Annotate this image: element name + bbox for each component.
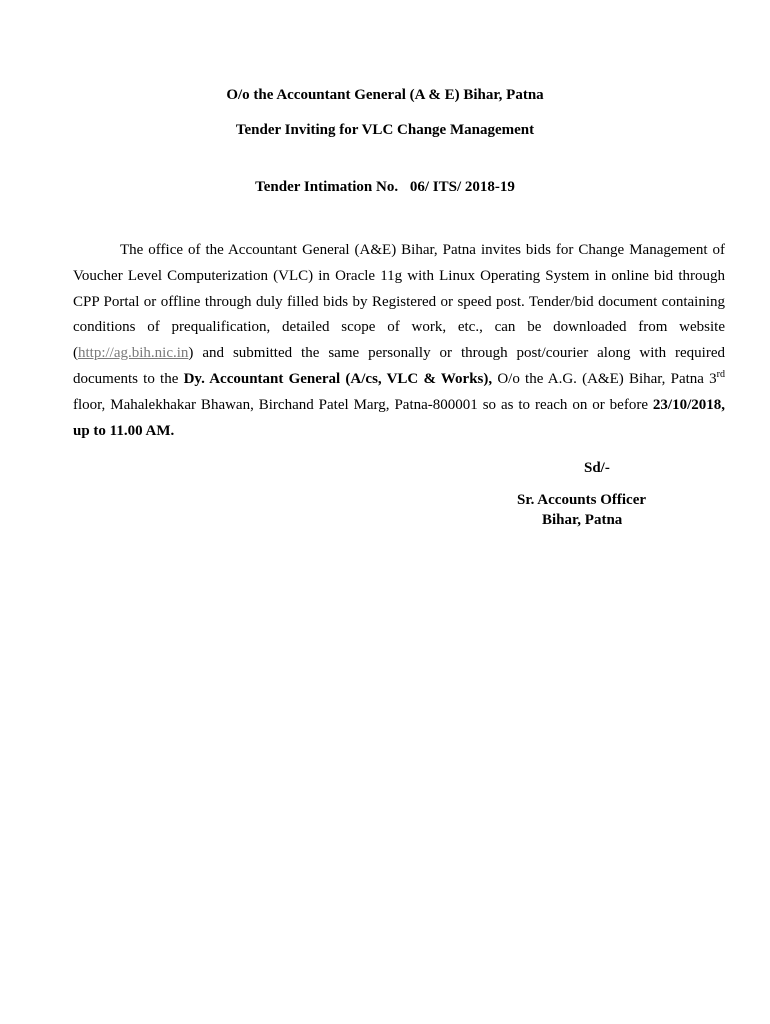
tender-subject-heading: Tender Inviting for VLC Change Management <box>235 122 535 138</box>
signature-mark: Sd/- <box>584 460 610 476</box>
body-text-part2: ) and submitted the same personally or through post/courier along with required documents to the <box>73 345 725 387</box>
office-heading: O/o the Accountant General (A & E) Bihar, Patna <box>226 87 544 103</box>
notice-body-paragraph <box>73 238 725 444</box>
body-text-part4: floor, Mahalekhakar Bhawan, Birchand Patel Marg, Patna-800001 so as to reach on or before <box>73 396 653 413</box>
body-text-part1: The office of the Accountant General (A&E) Bihar, Patna invites bids for Change Management of Voucher Level Computerization (VLC) in Oracle 11g with Linux Operating System in online bid through CPP Portal or offline through duly filled bids by Registered or speed post. Tender/bid document containing conditions of prequalification, detailed scope of work, etc., can be downloaded from website ( <box>73 242 725 362</box>
signatory-designation: Sr. Accounts Officer <box>517 492 647 508</box>
tender-intimation-heading <box>0 178 770 196</box>
deadline-bold: 23/10/2018, up to 11.00 AM. <box>73 396 725 439</box>
addressee-bold: Dy. Accountant General (A/cs, VLC & Works), <box>183 370 493 387</box>
intimation-number: 06/ ITS/ 2018-19 <box>409 179 515 195</box>
ordinal-suffix: rd <box>716 368 725 380</box>
intimation-label: Tender Intimation No. <box>255 179 399 195</box>
body-text-part3: O/o the A.G. (A&E) Bihar, Patna 3 <box>492 370 717 387</box>
signatory-location: Bihar, Patna <box>542 512 623 528</box>
website-link[interactable]: http://ag.bih.nic.in <box>78 345 189 362</box>
